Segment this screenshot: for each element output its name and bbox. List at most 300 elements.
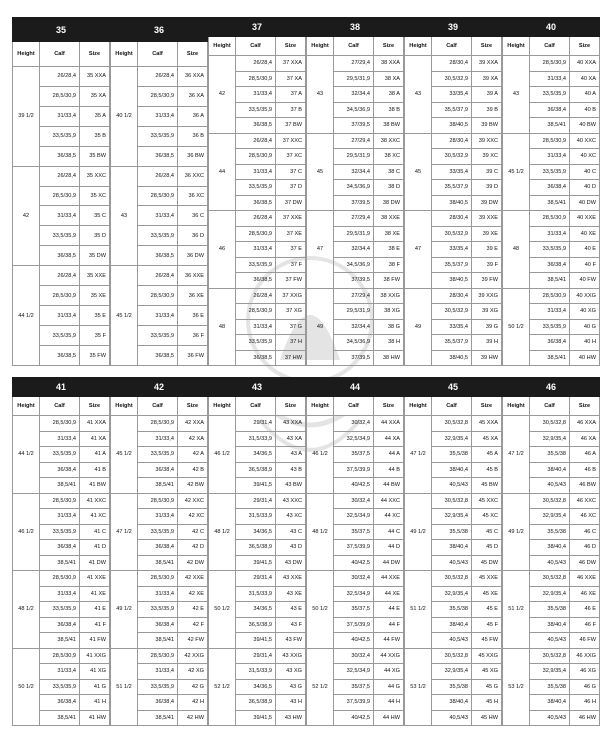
size-cell: 42 XXG [178,648,208,664]
size-cell: 42 BW [178,478,208,494]
calf-cell: 38,5/41 [138,633,178,649]
size-cell: 38 XXA [374,56,404,72]
size-number: 42 [111,378,208,397]
size-cell: 43 D [276,540,306,556]
calf-cell: 34,5/36,9 [334,335,374,351]
calf-cell: 31/33,4 [40,586,80,602]
size-cell: 44 XE [374,586,404,602]
calf-cell: 35,5/38 [530,679,570,695]
column-header-size: Size [374,37,404,56]
calf-cell: 36/38,4 [530,180,570,196]
size-cell: 39 E [472,242,502,258]
calf-cell: 30,5/32,8 [432,571,472,587]
size-cell: 35 C [80,206,110,226]
size-cell: 42 XXE [178,571,208,587]
calf-cell: 31/33,4 [530,304,570,320]
calf-cell: 26/28,4 [40,166,80,186]
size-cell: 46 G [570,679,600,695]
table-row [209,288,306,304]
size-cell: 41 XXC [80,493,110,509]
column-header-size: Size [276,397,306,416]
height-cell: 49 1/2 [405,493,432,571]
size-cell: 43 E [276,602,306,618]
height-cell: 46 1/2 [209,416,236,494]
size-cell: 40 XG [570,304,600,320]
height-cell: 48 [209,288,236,366]
height-cell: 44 1/2 [13,266,40,366]
size-cell: 39 XA [472,71,502,87]
size-cell: 35 XA [80,86,110,106]
size-cell: 46 XG [570,664,600,680]
size-cell: 39 XE [472,226,502,242]
calf-cell: 31/33,4 [138,431,178,447]
calf-cell: 29/31,4 [236,416,276,432]
height-cell: 39 1/2 [13,66,40,166]
size-cell: 43 H [276,695,306,711]
column-header-calf: Calf [530,37,570,56]
size-cell: 43 XXG [276,648,306,664]
size-cell: 36 C [178,206,208,226]
calf-cell: 31/33,4 [236,87,276,103]
calf-cell: 31,5/33,9 [236,664,276,680]
size-cell: 44 D [374,540,404,556]
size-cell: 44 C [374,524,404,540]
size-cell: 40 D [570,180,600,196]
calf-cell: 27/29,4 [334,211,374,227]
calf-cell: 36/38,5 [40,246,80,266]
size-cell: 36 BW [178,146,208,166]
calf-cell: 26/28,4 [236,288,276,304]
size-cell: 46 E [570,602,600,618]
size-cell: 46 XXA [570,416,600,432]
size-table-44 [306,377,404,726]
calf-cell: 32,9/35,4 [530,431,570,447]
calf-cell: 39/41,5 [236,710,276,726]
size-cell: 42 XC [178,509,208,525]
column-header-calf: Calf [530,397,570,416]
size-cell: 46 D [570,540,600,556]
size-cell: 41 XG [80,664,110,680]
size-cell: 42 DW [178,555,208,571]
calf-cell: 38,5/41 [40,555,80,571]
size-cell: 46 XXC [570,493,600,509]
size-cell: 46 B [570,462,600,478]
size-cell: 45 BW [472,478,502,494]
calf-cell: 40,5/43 [530,478,570,494]
size-cell: 38 XXG [374,288,404,304]
calf-cell: 35,5/37,9 [432,102,472,118]
column-header-height: Height [307,37,334,56]
calf-cell: 30,5/32,8 [530,648,570,664]
size-cell: 37 FW [276,273,306,289]
column-header-size: Size [80,397,110,416]
size-cell: 35 XXA [80,66,110,86]
size-cell: 41 FW [80,633,110,649]
size-cell: 40 XXC [570,133,600,149]
calf-cell: 33/35,4 [432,87,472,103]
size-cell: 40 XXA [570,56,600,72]
calf-cell: 31/33,4 [40,431,80,447]
size-cell: 41 A [80,447,110,463]
table-row [405,571,502,587]
size-cell: 39 XXA [472,56,502,72]
calf-cell: 36/38,4 [138,695,178,711]
calf-cell: 36/38,4 [138,617,178,633]
size-cell: 41 XXA [80,416,110,432]
calf-cell: 32/34,4 [334,319,374,335]
size-cell: 35 D [80,226,110,246]
calf-cell: 35,5/38 [530,524,570,540]
size-cell: 45 XA [472,431,502,447]
calf-cell: 31/33,4 [138,106,178,126]
size-cell: 45 XG [472,664,502,680]
calf-cell: 37/39,5 [334,118,374,134]
size-table-43 [208,377,306,726]
calf-cell: 38,5/41 [40,633,80,649]
size-cell: 45 A [472,447,502,463]
size-cell: 42 XXC [178,493,208,509]
size-cell: 39 F [472,257,502,273]
calf-cell: 36/38,4 [138,462,178,478]
calf-cell: 28,5/30,9 [530,133,570,149]
size-cell: 43 XXA [276,416,306,432]
size-cell: 46 HW [570,710,600,726]
size-table-35 [12,17,110,366]
size-cell: 40 XXG [570,288,600,304]
size-cell: 39 DW [472,195,502,211]
column-header-size: Size [472,397,502,416]
calf-cell: 36/38,4 [40,617,80,633]
size-cell: 41 HW [80,710,110,726]
height-cell: 43 [405,56,432,134]
height-cell: 47 [307,211,334,289]
table-row [405,133,502,149]
size-table-41 [12,377,110,726]
calf-cell: 29/31,4 [236,493,276,509]
table-row [307,493,404,509]
table-row [209,416,306,432]
size-cell: 43 XE [276,586,306,602]
size-cell: 39 HW [472,350,502,366]
size-cell: 45 H [472,695,502,711]
size-cell: 44 E [374,602,404,618]
calf-cell: 36/38,5 [236,195,276,211]
size-cell: 38 C [374,164,404,180]
calf-cell: 35/37,5 [334,447,374,463]
calf-cell: 39/41,5 [236,478,276,494]
calf-cell: 28,5/30,9 [530,56,570,72]
column-header-size: Size [570,37,600,56]
size-cell: 44 DW [374,555,404,571]
height-cell: 45 1/2 [503,133,530,211]
calf-cell: 30/32,4 [334,648,374,664]
column-header-size: Size [80,42,110,66]
height-cell: 49 1/2 [503,493,530,571]
size-cell: 39 C [472,164,502,180]
size-cell: 35 FW [80,346,110,366]
size-cell: 45 G [472,679,502,695]
calf-cell: 38/40,5 [432,195,472,211]
calf-cell: 33,5/35,9 [40,447,80,463]
size-cell: 41 XXG [80,648,110,664]
size-cell: 35 A [80,106,110,126]
calf-cell: 36/38,4 [138,540,178,556]
column-header-calf: Calf [236,397,276,416]
size-cell: 37 XXG [276,288,306,304]
calf-cell: 32,5/34,9 [334,431,374,447]
size-cell: 44 XXA [374,416,404,432]
size-cell: 45 HW [472,710,502,726]
table-row [503,648,600,664]
calf-cell: 31,5/33,9 [236,509,276,525]
column-header-calf: Calf [40,397,80,416]
calf-cell: 31/33,4 [530,71,570,87]
size-cell: 44 XA [374,431,404,447]
table-row [405,288,502,304]
calf-cell: 27/29,4 [334,56,374,72]
size-cell: 39 D [472,180,502,196]
calf-cell: 33,5/35,9 [138,679,178,695]
table-row [111,266,208,286]
size-cell: 42 XE [178,586,208,602]
calf-cell: 34/36,5 [236,524,276,540]
height-cell: 51 1/2 [111,648,138,726]
calf-cell: 35,5/38 [432,447,472,463]
size-table-37 [208,17,306,366]
calf-cell: 38/40,4 [432,462,472,478]
height-cell: 45 1/2 [111,416,138,494]
size-cell: 43 XC [276,509,306,525]
size-cell: 42 E [178,602,208,618]
calf-cell: 34/36,5 [236,447,276,463]
size-cell: 36 B [178,126,208,146]
table-row [405,648,502,664]
size-cell: 40 XE [570,226,600,242]
size-cell: 43 BW [276,478,306,494]
size-cell: 36 XXE [178,266,208,286]
column-header-calf: Calf [236,37,276,56]
calf-cell: 28/30,4 [432,56,472,72]
calf-cell: 38/40,4 [530,617,570,633]
calf-cell: 40,5/43 [432,478,472,494]
size-cell: 41 C [80,524,110,540]
size-cell: 43 B [276,462,306,478]
size-cell: 37 XXE [276,211,306,227]
size-cell: 46 XC [570,509,600,525]
calf-cell: 26/28,4 [138,266,178,286]
column-header-calf: Calf [432,37,472,56]
size-cell: 43 A [276,447,306,463]
table-row [13,266,110,286]
size-cell: 43 G [276,679,306,695]
size-cell: 43 HW [276,710,306,726]
calf-cell: 38/40,4 [432,617,472,633]
column-header-size: Size [178,397,208,416]
size-cell: 38 BW [374,118,404,134]
size-cell: 42 A [178,447,208,463]
size-cell: 38 D [374,180,404,196]
calf-cell: 35,5/37,9 [432,335,472,351]
height-cell: 46 1/2 [307,416,334,494]
size-number: 40 [503,18,600,37]
size-cell: 40 H [570,335,600,351]
size-cell: 38 F [374,257,404,273]
calf-cell: 26/28,4 [236,56,276,72]
size-cell: 40 A [570,87,600,103]
calf-cell: 36/38,5 [40,146,80,166]
height-cell: 51 1/2 [405,571,432,649]
table-row [405,56,502,72]
calf-cell: 38,5/41 [40,478,80,494]
calf-cell: 38,5/41 [530,118,570,134]
size-cell: 35 XXE [80,266,110,286]
height-cell: 44 [209,133,236,211]
size-table-42 [110,377,208,726]
calf-cell: 33,5/35,9 [138,524,178,540]
column-header-height: Height [13,42,40,66]
table-row [307,416,404,432]
calf-cell: 31/33,4 [530,149,570,165]
height-cell: 40 1/2 [111,66,138,166]
calf-cell: 31/33,4 [138,306,178,326]
table-row [307,56,404,72]
column-header-height: Height [405,397,432,416]
table-row [503,288,600,304]
size-cell: 35 F [80,326,110,346]
size-cell: 37 HW [276,350,306,366]
calf-cell: 39/41,5 [236,555,276,571]
size-cell: 41 E [80,602,110,618]
column-header-size: Size [472,37,502,56]
table-row [503,416,600,432]
calf-cell: 35,5/38 [530,602,570,618]
height-cell: 44 1/2 [13,416,40,494]
calf-cell: 27/29,4 [334,133,374,149]
height-cell: 50 1/2 [307,571,334,649]
height-cell: 49 [405,288,432,366]
table-row [209,571,306,587]
calf-cell: 31/33,4 [236,164,276,180]
calf-cell: 28,5/30,9 [138,286,178,306]
calf-cell: 36/38,4 [40,695,80,711]
table-row [111,571,208,587]
size-cell: 46 XXG [570,648,600,664]
size-cell: 37 B [276,102,306,118]
calf-cell: 28,5/30,9 [236,71,276,87]
calf-cell: 30,5/32,8 [432,648,472,664]
calf-cell: 36/38,5 [236,273,276,289]
size-cell: 36 F [178,326,208,346]
calf-cell: 32,9/35,4 [432,509,472,525]
size-cell: 38 E [374,242,404,258]
size-cell: 39 B [472,102,502,118]
size-cell: 45 XXA [472,416,502,432]
size-cell: 44 H [374,695,404,711]
size-cell: 40 E [570,242,600,258]
calf-cell: 29,5/31,9 [334,71,374,87]
size-cell: 42 XA [178,431,208,447]
size-cell: 45 D [472,540,502,556]
size-table-39 [404,17,502,366]
size-cell: 44 XXC [374,493,404,509]
table-row [307,648,404,664]
height-cell: 42 [209,56,236,134]
size-cell: 40 DW [570,195,600,211]
calf-cell: 33,5/35,9 [138,326,178,346]
calf-cell: 34/36,5 [236,679,276,695]
calf-cell: 29,5/31,9 [334,304,374,320]
size-cell: 45 F [472,617,502,633]
size-cell: 42 H [178,695,208,711]
table-row [13,416,110,432]
size-table-45 [404,377,502,726]
size-cell: 38 H [374,335,404,351]
table-row [13,571,110,587]
size-table-40 [502,17,600,366]
size-cell: 40 XXE [570,211,600,227]
size-cell: 39 H [472,335,502,351]
calf-cell: 30,5/32,9 [432,71,472,87]
size-cell: 35 E [80,306,110,326]
calf-cell: 36/38,5 [40,346,80,366]
size-cell: 42 F [178,617,208,633]
calf-cell: 36/38,4 [40,462,80,478]
column-header-height: Height [209,397,236,416]
calf-cell: 28,5/30,9 [530,211,570,227]
size-cell: 38 B [374,102,404,118]
size-cell: 40 HW [570,350,600,366]
height-cell: 43 [307,56,334,134]
calf-cell: 37/39,5 [334,350,374,366]
calf-cell: 37/39,5 [334,273,374,289]
height-cell: 53 1/2 [503,648,530,726]
size-cell: 35 XC [80,186,110,206]
calf-cell: 37,5/39,9 [334,462,374,478]
column-header-calf: Calf [334,397,374,416]
calf-cell: 40,5/43 [530,555,570,571]
height-cell: 45 [307,133,334,211]
calf-cell: 33,5/35,9 [40,602,80,618]
calf-cell: 28,5/30,9 [236,149,276,165]
calf-cell: 40,5/43 [530,633,570,649]
calf-cell: 34,5/36,9 [334,102,374,118]
size-cell: 46 XE [570,586,600,602]
calf-cell: 36/38,4 [530,257,570,273]
calf-cell: 40,5/43 [530,710,570,726]
calf-cell: 40/42,5 [334,633,374,649]
calf-cell: 28/30,4 [432,211,472,227]
table-row [503,56,600,72]
size-cell: 42 D [178,540,208,556]
size-cell: 42 XXA [178,416,208,432]
calf-cell: 33,5/35,9 [236,102,276,118]
calf-cell: 30,5/32,9 [432,304,472,320]
calf-cell: 38,5/41 [138,710,178,726]
calf-cell: 38/40,4 [432,540,472,556]
calf-cell: 32,9/35,4 [432,431,472,447]
calf-cell: 28/30,4 [432,288,472,304]
calf-cell: 40/42,5 [334,478,374,494]
calf-cell: 28,5/30,9 [138,416,178,432]
calf-cell: 28/30,4 [432,133,472,149]
height-cell: 48 1/2 [209,493,236,571]
size-cell: 44 XXG [374,648,404,664]
calf-cell: 30,5/32,8 [530,416,570,432]
size-cell: 42 G [178,679,208,695]
column-header-size: Size [276,37,306,56]
size-cell: 37 XG [276,304,306,320]
size-cell: 44 B [374,462,404,478]
